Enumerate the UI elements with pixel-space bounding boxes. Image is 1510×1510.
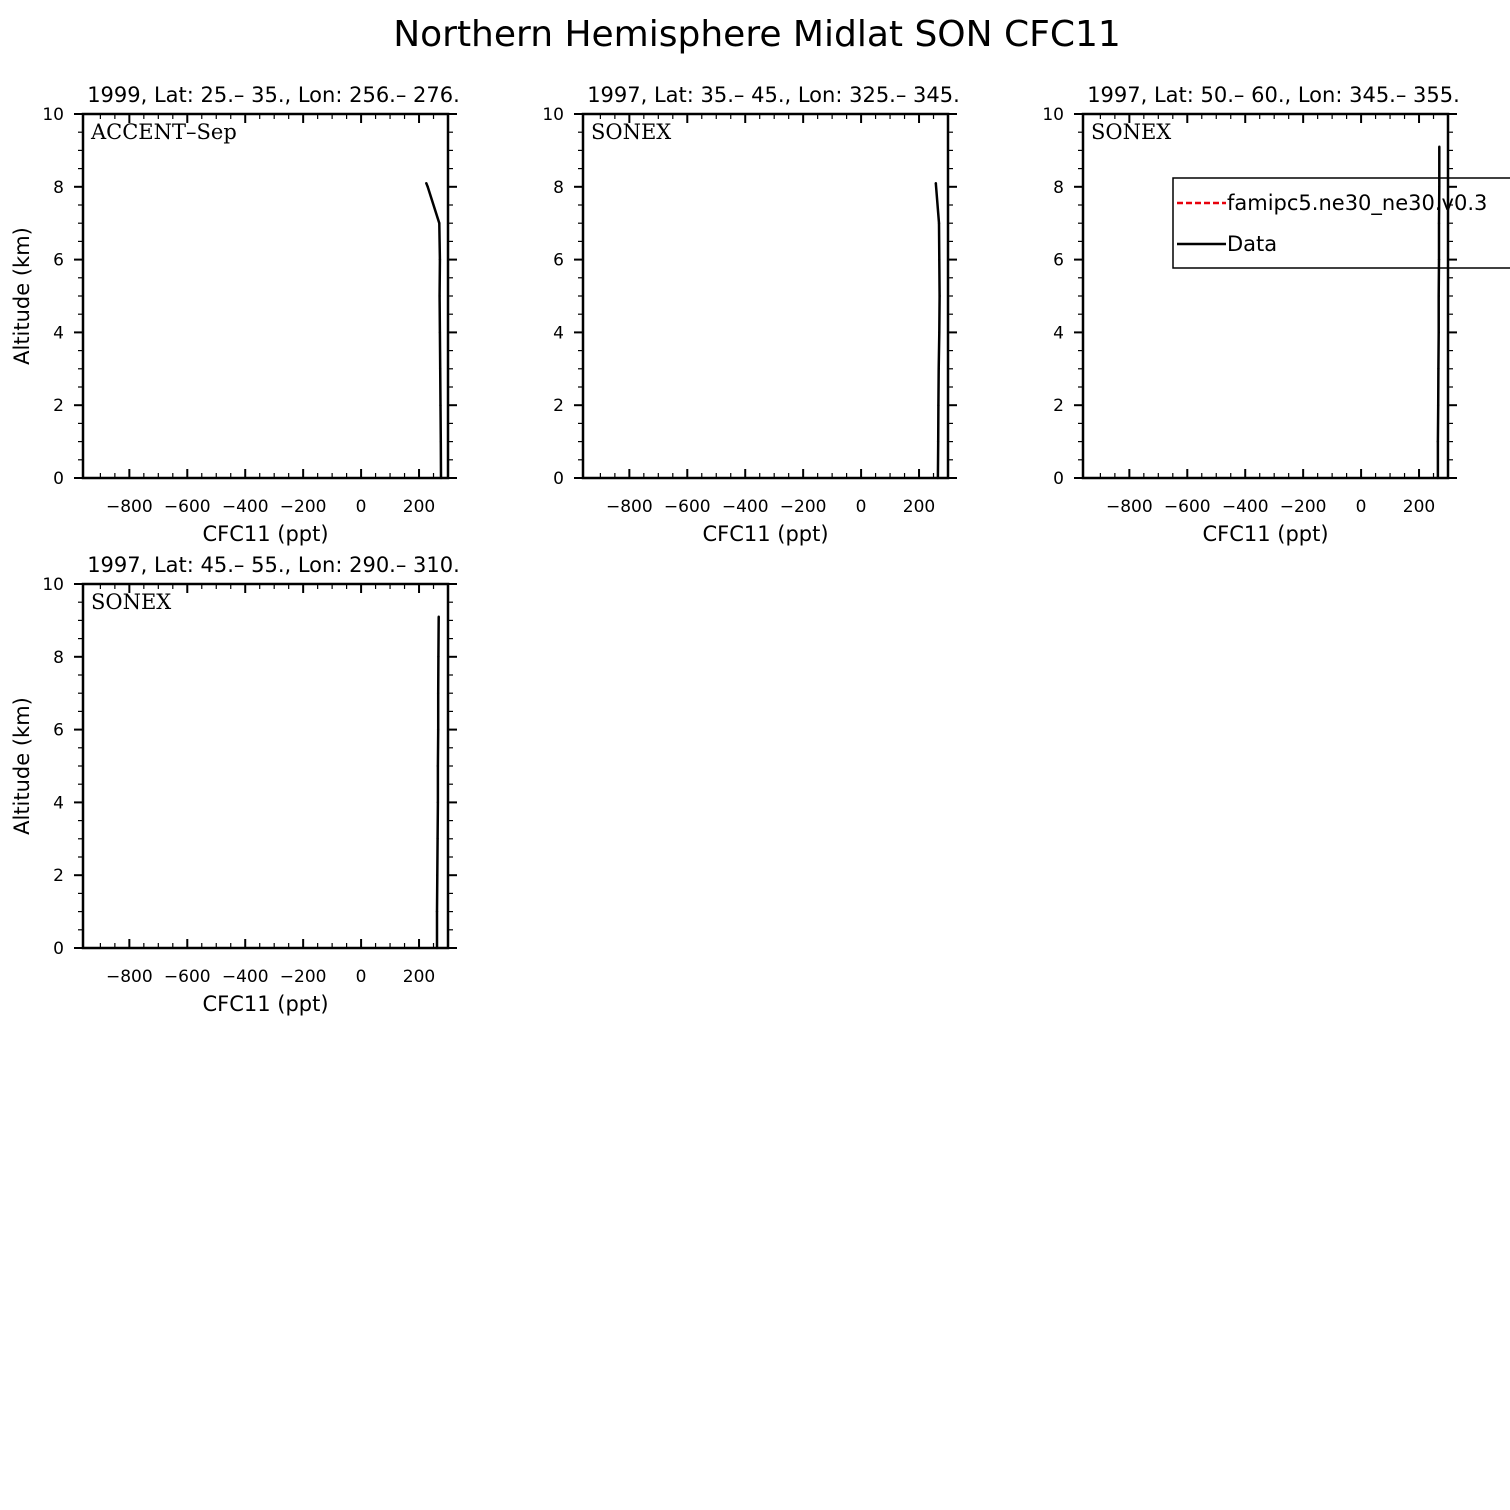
x-tick-label: 200 bbox=[402, 497, 436, 517]
x-tick-label: 200 bbox=[902, 497, 936, 517]
data-point bbox=[938, 331, 940, 333]
x-axis-label: CFC11 (ppt) bbox=[702, 522, 829, 546]
y-tick-label: 2 bbox=[53, 396, 64, 417]
y-tick-label: 4 bbox=[1053, 323, 1064, 344]
x-tick-label: −400 bbox=[1221, 497, 1269, 517]
legend bbox=[1173, 178, 1510, 268]
x-tick-label: −400 bbox=[721, 497, 769, 517]
x-tick-label: −800 bbox=[605, 497, 653, 517]
data-point bbox=[436, 874, 438, 876]
y-tick-label: 4 bbox=[53, 323, 64, 344]
x-tick-label: 0 bbox=[355, 967, 367, 987]
y-tick-label: 10 bbox=[1042, 105, 1064, 125]
y-tick-label: 0 bbox=[53, 469, 64, 489]
data-point bbox=[1438, 146, 1440, 148]
y-tick-label: 2 bbox=[553, 396, 564, 417]
data-point bbox=[438, 222, 440, 224]
data-point bbox=[1437, 404, 1439, 406]
y-axis-label: Altitude (km) bbox=[10, 697, 34, 835]
y-tick-label: 4 bbox=[553, 323, 564, 344]
data-point bbox=[440, 477, 442, 479]
data-point bbox=[438, 295, 440, 297]
campaign-label: SONEX bbox=[591, 120, 672, 144]
y-tick-label: 8 bbox=[1053, 177, 1064, 198]
data-point bbox=[439, 331, 441, 333]
data-point bbox=[1437, 477, 1439, 479]
data-point bbox=[438, 616, 440, 618]
y-tick-label: 2 bbox=[53, 866, 64, 887]
x-tick-label: 200 bbox=[402, 967, 436, 987]
data-point bbox=[437, 656, 439, 658]
panel-subtitle: 1997, Lat: 45.– 55., Lon: 290.– 310. bbox=[87, 553, 460, 577]
data-point bbox=[938, 222, 940, 224]
data-point bbox=[425, 182, 427, 184]
data-point bbox=[439, 404, 441, 406]
y-tick-label: 4 bbox=[53, 793, 64, 814]
panel-subtitle: 1997, Lat: 50.– 60., Lon: 345.– 355. bbox=[1087, 83, 1460, 107]
panel-subtitle: 1999, Lat: 25.– 35., Lon: 256.– 276. bbox=[87, 83, 460, 107]
data-point bbox=[935, 182, 937, 184]
data-point bbox=[437, 728, 439, 730]
y-tick-label: 6 bbox=[553, 250, 564, 271]
x-tick-label: −600 bbox=[163, 967, 211, 987]
data-point bbox=[1437, 440, 1439, 442]
x-tick-label: −200 bbox=[279, 967, 327, 987]
x-tick-label: −600 bbox=[663, 497, 711, 517]
x-tick-label: −600 bbox=[1163, 497, 1211, 517]
x-tick-label: −800 bbox=[1105, 497, 1153, 517]
y-tick-label: 0 bbox=[553, 469, 564, 489]
y-tick-label: 8 bbox=[53, 177, 64, 198]
data-point bbox=[437, 765, 439, 767]
data-point bbox=[439, 368, 441, 370]
data-point bbox=[938, 368, 940, 370]
panel-subtitle: 1997, Lat: 35.– 45., Lon: 325.– 345. bbox=[587, 83, 960, 107]
campaign-label: SONEX bbox=[1091, 120, 1172, 144]
campaign-label: ACCENT–Sep bbox=[91, 120, 237, 144]
data-point bbox=[436, 910, 438, 912]
y-tick-label: 8 bbox=[553, 177, 564, 198]
x-tick-label: −800 bbox=[105, 497, 153, 517]
data-point bbox=[437, 692, 439, 694]
data-point bbox=[1438, 295, 1440, 297]
x-tick-label: −200 bbox=[779, 497, 827, 517]
x-tick-label: −200 bbox=[1279, 497, 1327, 517]
data-point bbox=[937, 477, 939, 479]
y-tick-label: 0 bbox=[53, 939, 64, 959]
x-tick-label: −400 bbox=[221, 497, 269, 517]
y-tick-label: 6 bbox=[53, 720, 64, 741]
legend-entry-label: Data bbox=[1227, 232, 1278, 256]
data-point bbox=[1437, 368, 1439, 370]
x-tick-label: 0 bbox=[855, 497, 867, 517]
x-tick-label: −400 bbox=[221, 967, 269, 987]
data-point bbox=[938, 295, 940, 297]
x-tick-label: 0 bbox=[1355, 497, 1367, 517]
data-point bbox=[1438, 331, 1440, 333]
x-tick-label: −600 bbox=[163, 497, 211, 517]
y-tick-label: 8 bbox=[53, 647, 64, 668]
data-point bbox=[937, 404, 939, 406]
data-point bbox=[937, 440, 939, 442]
data-point bbox=[437, 801, 439, 803]
data-point bbox=[427, 186, 429, 188]
figure-title: Northern Hemisphere Midlat SON CFC11 bbox=[393, 14, 1121, 55]
data-point bbox=[440, 440, 442, 442]
y-tick-label: 10 bbox=[542, 105, 564, 125]
legend-entry-label: famipc5.ne30_ne30.v0.3 bbox=[1227, 191, 1488, 215]
y-tick-label: 2 bbox=[1053, 396, 1064, 417]
y-tick-label: 0 bbox=[1053, 469, 1064, 489]
y-tick-label: 6 bbox=[53, 250, 64, 271]
x-tick-label: 200 bbox=[1402, 497, 1436, 517]
data-point bbox=[439, 258, 441, 260]
campaign-label: SONEX bbox=[91, 590, 172, 614]
x-tick-label: −800 bbox=[105, 967, 153, 987]
y-tick-label: 10 bbox=[42, 105, 64, 125]
y-axis-label: Altitude (km) bbox=[10, 227, 34, 365]
x-axis-label: CFC11 (ppt) bbox=[202, 992, 329, 1016]
x-tick-label: −200 bbox=[279, 497, 327, 517]
x-tick-label: 0 bbox=[355, 497, 367, 517]
x-axis-label: CFC11 (ppt) bbox=[1202, 522, 1329, 546]
y-tick-label: 6 bbox=[1053, 250, 1064, 271]
x-axis-label: CFC11 (ppt) bbox=[202, 522, 329, 546]
y-tick-label: 10 bbox=[42, 575, 64, 595]
data-point bbox=[436, 838, 438, 840]
data-point bbox=[938, 258, 940, 260]
data-point bbox=[436, 947, 438, 949]
